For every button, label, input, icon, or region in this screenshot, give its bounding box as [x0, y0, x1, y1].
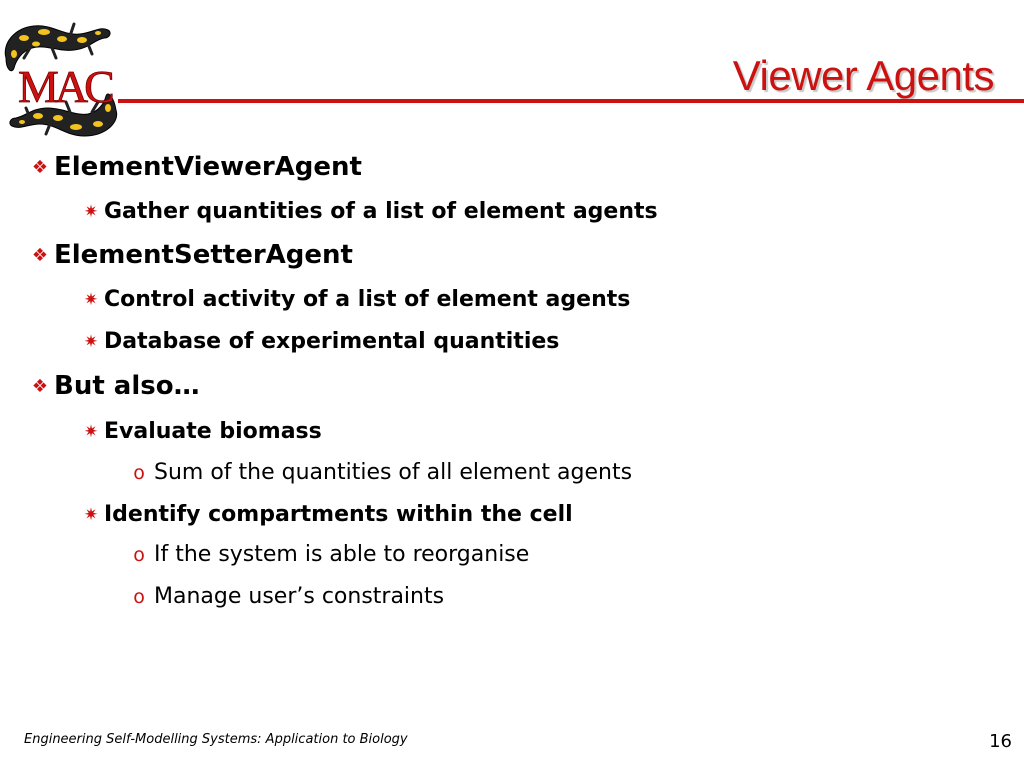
sub-bullet-item [78, 287, 630, 312]
bullet-text: Database of experimental quantities [104, 329, 560, 354]
circle-bullet-icon: o [133, 585, 145, 608]
bullet-text: Manage user’s constraints [154, 584, 445, 609]
diamond-bullet-icon: ❖ [31, 156, 49, 178]
bullet-item [26, 371, 200, 401]
bullet-item [26, 152, 362, 182]
bullet-text: If the system is able to reorganise [154, 542, 530, 567]
sub-sub-bullet-item [124, 542, 529, 567]
bullet-text: Evaluate biomass [104, 419, 322, 444]
bullet-text: Gather quantities of a list of element agents [104, 199, 658, 224]
page-number: 16 [989, 731, 1012, 752]
circle-bullet-icon: o [133, 543, 145, 566]
bullet-item [26, 240, 353, 270]
star-bullet-icon: ✷ [83, 421, 99, 442]
bullet-text: Identify compartments within the cell [104, 502, 573, 527]
bullet-text: Control activity of a list of element agents [104, 287, 631, 312]
slide-title: Viewer Agents [732, 52, 994, 99]
star-bullet-icon: ✷ [83, 289, 99, 310]
bullet-text: But also… [54, 371, 200, 401]
bullet-text: ElementViewerAgent [54, 152, 362, 182]
star-bullet-icon: ✷ [83, 331, 99, 352]
footer-text: Engineering Self-Modelling Systems: Application to Biology [24, 732, 408, 747]
diamond-bullet-icon: ❖ [31, 375, 49, 397]
star-bullet-icon: ✷ [83, 504, 99, 525]
sub-bullet-item [78, 419, 322, 444]
circle-bullet-icon: o [133, 461, 145, 484]
sub-bullet-item [78, 199, 658, 224]
bullet-text: Sum of the quantities of all element agents [154, 460, 633, 485]
diamond-bullet-icon: ❖ [31, 244, 49, 266]
star-bullet-icon: ✷ [83, 201, 99, 222]
sub-sub-bullet-item [124, 584, 444, 609]
logo-letters: MAC [18, 61, 111, 112]
sub-sub-bullet-item [124, 460, 632, 485]
bullet-text: ElementSetterAgent [54, 240, 353, 270]
sub-bullet-item [78, 329, 559, 354]
sub-bullet-item [78, 502, 573, 527]
